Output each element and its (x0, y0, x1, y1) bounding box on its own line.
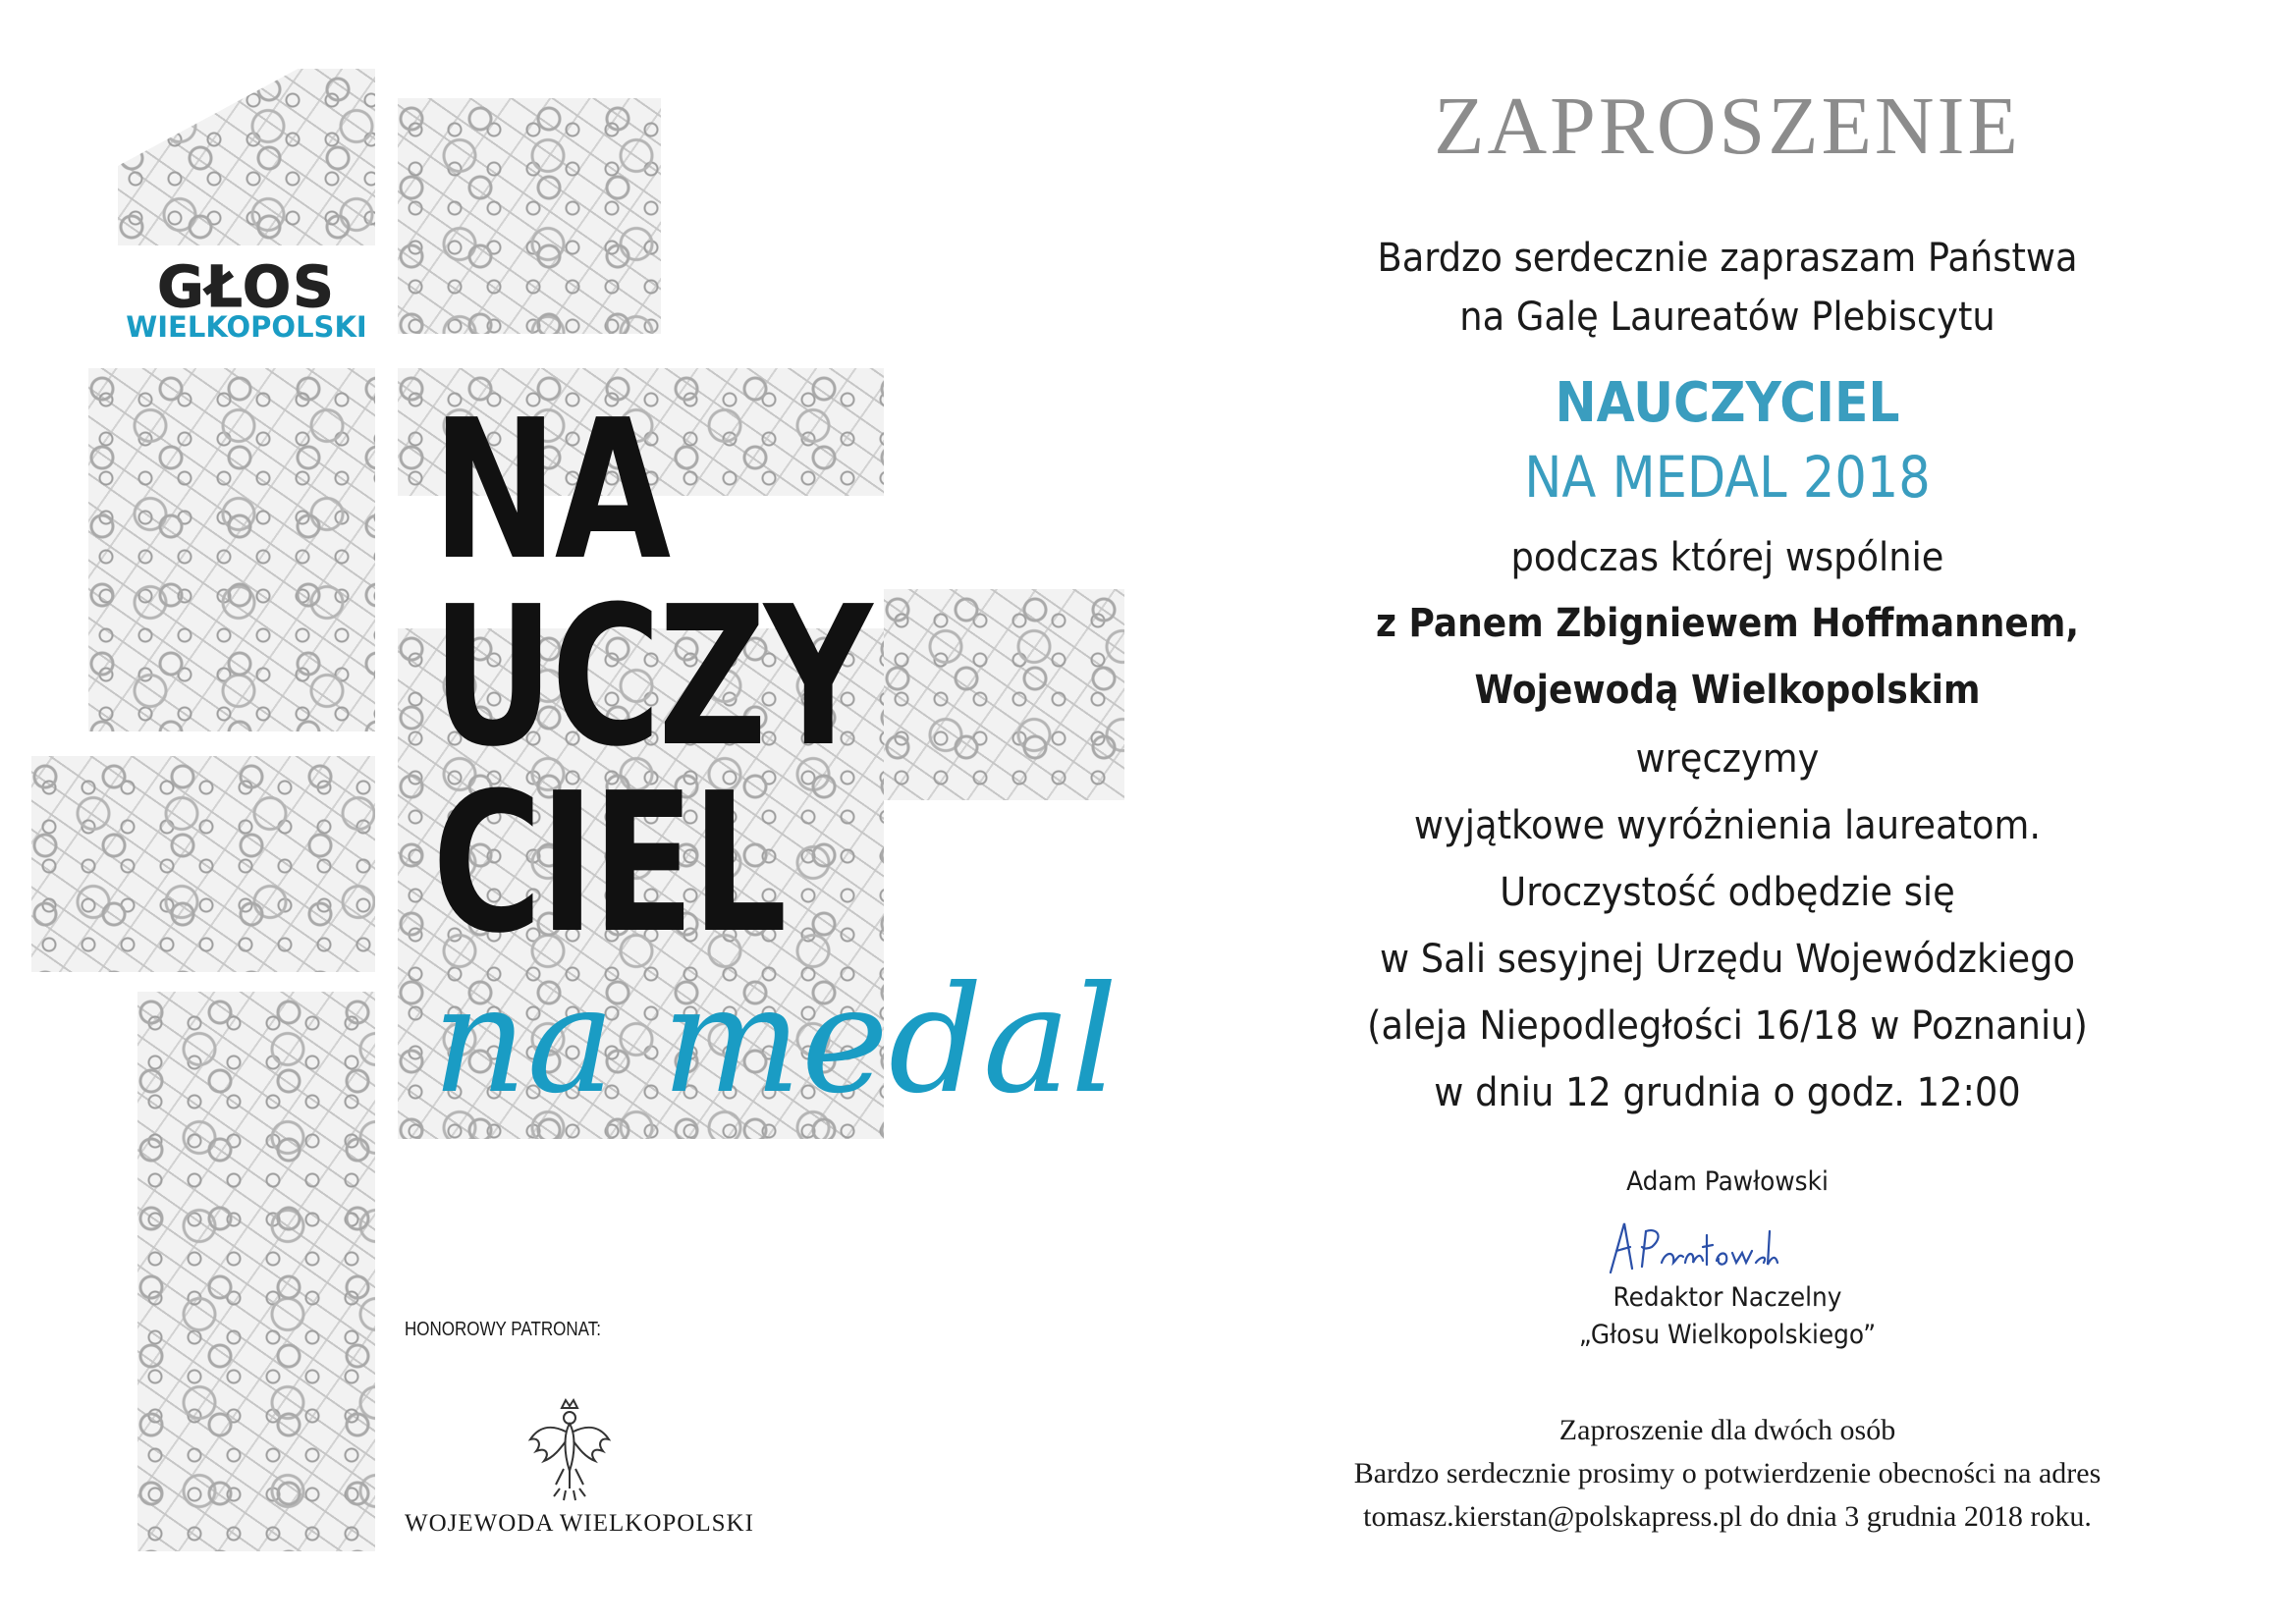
footer-line-2: Bardzo serdecznie prosimy o potwierdzenie obecności na adres (1353, 1457, 2102, 1489)
detail-line-6: w dniu 12 grudnia o godz. 12:00 (1434, 1070, 2021, 1115)
detail-line-4: w Sali sesyjnej Urzędu Wojewódzkiego (1379, 937, 2076, 982)
detail-line-3: Uroczystość odbędzie się (1500, 870, 1955, 915)
footer-line-1: Zaproszenie dla dwóch osób (1558, 1414, 1896, 1446)
doodle-pattern-right (884, 589, 1124, 800)
doodle-pattern-top-center (398, 98, 661, 334)
invitation-heading: ZAPROSZENIE (1434, 81, 2021, 172)
glos-wielkopolski-logo (118, 253, 375, 346)
doodle-pattern-top-left (118, 69, 375, 245)
intro-line-2: na Galę Laureatów Plebiscytu (1459, 295, 1995, 340)
poster-title-line-1: NA (432, 379, 669, 603)
patron-name: WOJEWODA WIELKOPOLSKI (405, 1510, 754, 1537)
detail-line-1: wręczymy (1635, 736, 1820, 782)
doodle-pattern-left-lower (137, 992, 375, 1551)
doodle-pattern-left-upper (88, 368, 375, 731)
detail-line-5: (aleja Niepodległości 16/18 w Poznaniu) (1367, 1003, 2088, 1049)
signer-role: Redaktor Naczelny (1613, 1282, 1842, 1313)
invitation-text (1159, 0, 2296, 1624)
handwritten-signature (1581, 1208, 1787, 1286)
signer-org: „Głosu Wielkopolskiego” (1578, 1320, 1877, 1350)
poster-subtitle: na medal (432, 955, 1119, 1126)
doodle-pattern-left-band (31, 756, 375, 972)
poster-title-line-2: UCZY (432, 566, 870, 789)
signer-name: Adam Pawłowski (1626, 1166, 1829, 1197)
event-title: NAUCZYCIEL (1555, 371, 1900, 435)
detail-line-2: wyjątkowe wyróżnienia laureatom. (1413, 803, 2042, 848)
with-line-1: z Panem Zbigniewem Hoffmannem, (1375, 601, 2080, 646)
with-line-2: Wojewodą Wielkopolskim (1474, 668, 1981, 713)
logo-top-text: GŁOS (157, 253, 336, 320)
intro-line-1: Bardzo serdecznie zapraszam Państwa (1377, 236, 2078, 281)
footer-line-3: tomasz.kierstan@polskapress.pl do dnia 3 grudnia 2018 roku. (1363, 1500, 2092, 1533)
during-line: podczas której wspólnie (1510, 535, 1944, 580)
logo-bottom-text: WIELKOPOLSKI (126, 310, 367, 344)
polish-eagle-icon (520, 1394, 619, 1512)
poster-title-line-3: CIEL (432, 752, 785, 976)
event-subtitle: NA MEDAL 2018 (1524, 444, 1931, 511)
patronat-label: HONOROWY PATRONAT: (405, 1319, 601, 1340)
